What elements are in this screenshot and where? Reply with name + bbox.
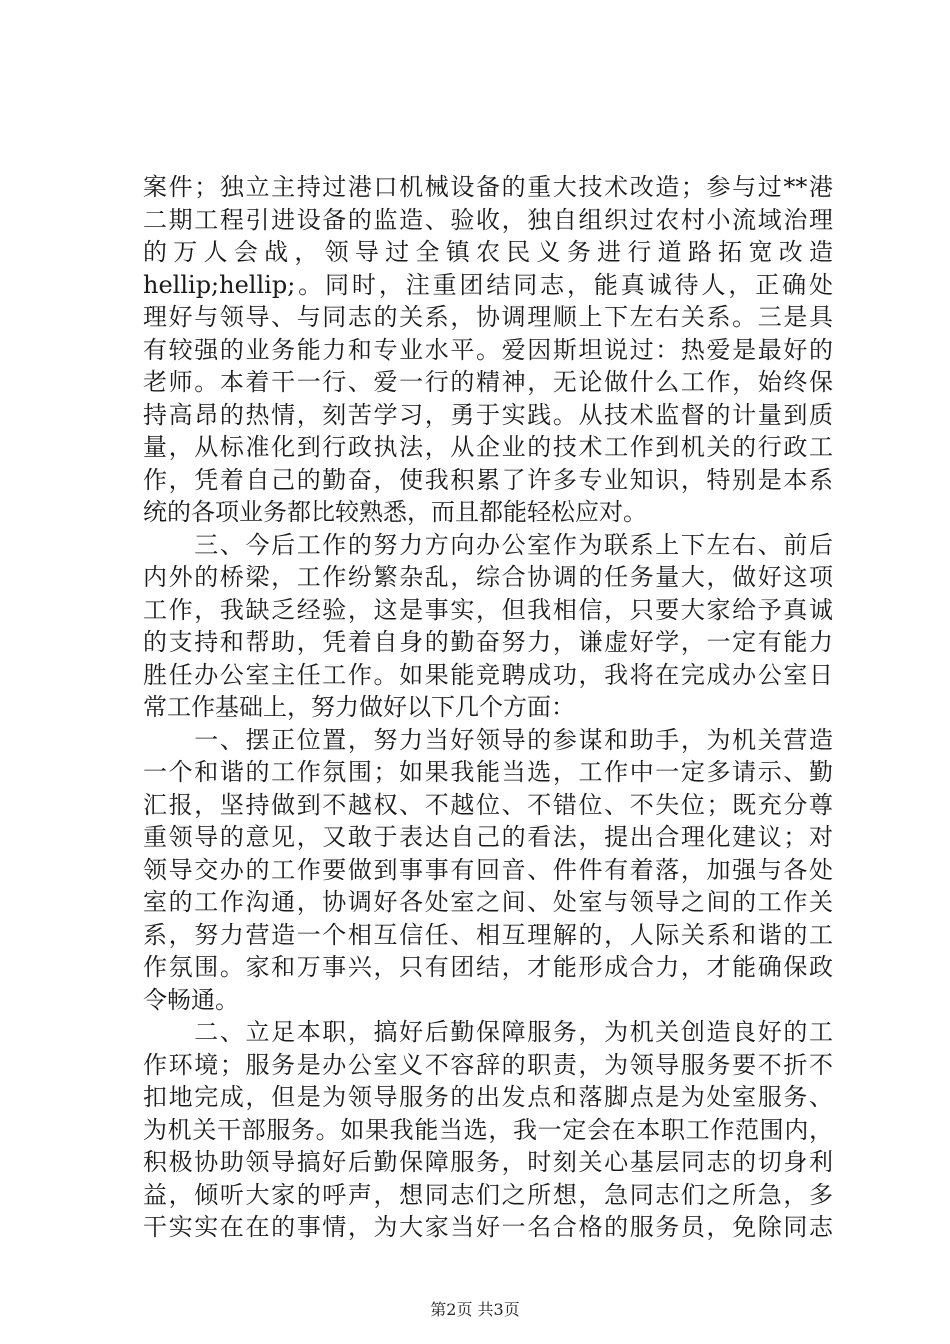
text-line: 系，努力营造一个相互信任、相互理解的，人际关系和谐的工 (143, 920, 833, 949)
text-line: 的万人会战，领导过全镇农民义务进行道路拓宽改造 (143, 238, 833, 266)
page-number-footer: 第2页 共3页 (430, 1300, 520, 1319)
text-line: 持高昂的热情，刻苦学习，勇于实践。从技术监督的计量到质 (143, 400, 833, 429)
document-body (143, 171, 833, 1244)
text-line: hellip;hellip;。同时，注重团结同志，能真诚待人，正确处 (143, 270, 833, 299)
text-line: 重领导的意见，又敢于表达自己的看法，提出合理化建议；对 (143, 823, 833, 851)
text-line: 有较强的业务能力和专业水平。爱因斯坦说过：热爱是最好的 (143, 335, 833, 364)
text-line: 老师。本着干一行、爱一行的精神，无论做什么工作，始终保 (143, 368, 833, 396)
text-line: 领导交办的工作要做到事事有回音、件件有着落，加强与各处 (143, 855, 833, 884)
text-line: 统的各项业务都比较熟悉，而且都能轻松应对。 (143, 498, 647, 526)
text-line: 常工作基础上，努力做好以下几个方面： (143, 693, 575, 721)
text-line: 益，倾听大家的呼声，想同志们之所想，急同志们之所急，多 (143, 1180, 833, 1209)
text-line: 案件；独立主持过港口机械设备的重大技术改造；参与过**港 (143, 173, 833, 201)
text-line: 干实实在在的事情，为大家当好一名合格的服务员，免除同志 (143, 1213, 833, 1241)
text-line: 的支持和帮助，凭着自身的勤奋努力，谦虚好学，一定有能力 (143, 628, 833, 656)
text-line: 内外的桥梁，工作纷繁杂乱，综合协调的任务量大，做好这项 (143, 563, 833, 591)
text-line: 理好与领导、与同志的关系，协调理顺上下左右关系。三是具 (143, 303, 833, 331)
text-line: 量，从标准化到行政执法，从企业的技术工作到机关的行政工 (143, 433, 833, 461)
text-line: 二、立足本职，搞好后勤保障服务，为机关创造良好的工 (143, 1018, 833, 1046)
text-line: 一个和谐的工作氛围；如果我能当选，工作中一定多请示、勤 (143, 758, 833, 786)
text-line: 胜任办公室主任工作。如果能竞聘成功，我将在完成办公室日 (143, 660, 833, 689)
text-line: 作氛围。家和万事兴，只有团结，才能形成合力，才能确保政 (143, 953, 833, 981)
text-line: 汇报，坚持做到不越权、不越位、不错位、不失位；既充分尊 (143, 790, 833, 819)
text-line: 作环境；服务是办公室义不容辞的职责，为领导服务要不折不 (143, 1050, 833, 1079)
text-line: 一、摆正位置，努力当好领导的参谋和助手，为机关营造 (143, 725, 833, 754)
text-line: 为机关干部服务。如果我能当选，我一定会在本职工作范围内， (143, 1115, 833, 1144)
text-line: 扣地完成，但是为领导服务的出发点和落脚点是为处室服务、 (143, 1083, 833, 1111)
text-line: 二期工程引进设备的监造、验收，独自组织过农村小流域治理 (143, 205, 833, 234)
text-line: 积极协助领导搞好后勤保障服务，时刻关心基层同志的切身利 (143, 1148, 833, 1176)
text-line: 作，凭着自己的勤奋，使我积累了许多专业知识，特别是本系 (143, 465, 833, 494)
text-line: 工作，我缺乏经验，这是事实，但我相信，只要大家给予真诚 (143, 595, 833, 624)
text-line: 室的工作沟通，协调好各处室之间、处室与领导之间的工作关 (143, 888, 833, 916)
text-line: 三、今后工作的努力方向办公室作为联系上下左右、前后 (143, 530, 833, 559)
text-line: 令畅通。 (143, 985, 239, 1014)
